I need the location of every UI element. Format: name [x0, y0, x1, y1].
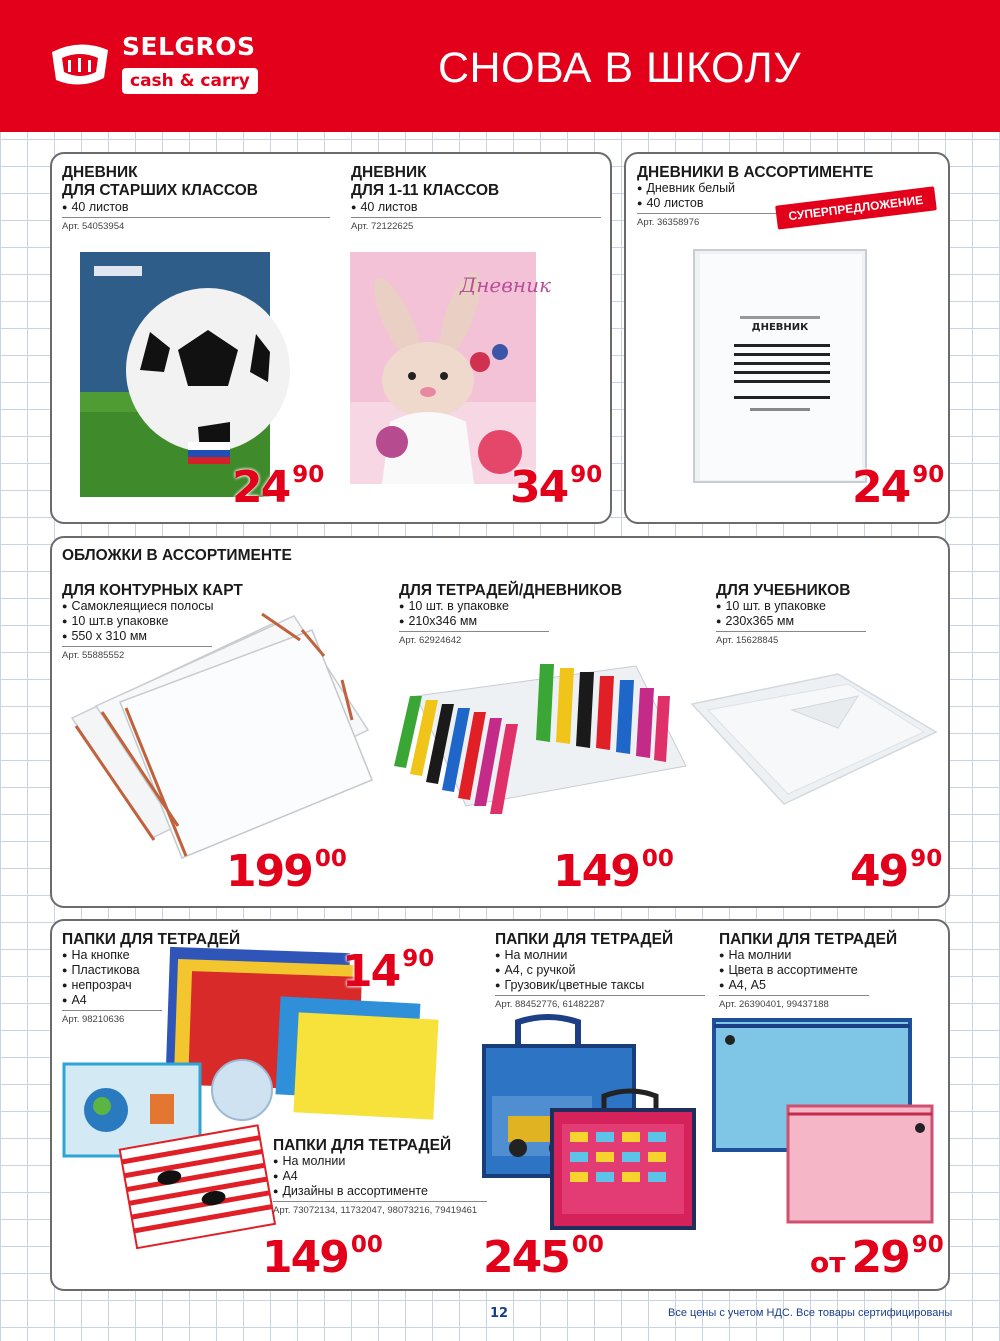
color-covers-icon: [386, 656, 688, 834]
price-button-folders: [342, 946, 435, 997]
price-diaries-assortment: [852, 462, 945, 513]
article-number: Арт. 15628845: [716, 631, 866, 646]
price-main: 29: [851, 1232, 909, 1283]
bullet: ● 10 шт. в упаковке: [716, 599, 826, 615]
article-number: Арт. 55885552: [62, 646, 212, 661]
price-cents: 90: [911, 1232, 944, 1258]
article-number: Арт. 73072134, 11732047, 98073216, 79419461: [273, 1201, 487, 1216]
brand-sub: cash & carry: [122, 68, 258, 94]
price-senior-diary: [232, 462, 325, 513]
price-cents: 00: [571, 1232, 604, 1258]
page-title: СНОВА В ШКОЛУ: [438, 44, 802, 92]
bullet: ● 10 шт. в упаковке: [399, 599, 509, 615]
price-prefix: от: [810, 1246, 846, 1279]
bullet: ● На молнии: [719, 948, 791, 964]
selgros-basket-icon: [48, 38, 112, 96]
bullet: ● А4: [273, 1169, 298, 1185]
price-main: 24: [852, 462, 910, 513]
bullet: ● Самоклеящиеся полосы: [62, 599, 214, 615]
handle-folders-icon: [478, 1016, 700, 1236]
title-line: ДЛЯ 1-11 КЛАССОВ: [351, 182, 500, 199]
article-number: Арт. 62924642: [399, 631, 549, 646]
mesh-zip-folders-icon: [706, 1016, 936, 1230]
svg-text:Дневник: Дневник: [460, 273, 551, 297]
product-title-handle-folders: ПАПКИ ДЛЯ ТЕТРАДЕЙ: [495, 931, 674, 948]
price-mesh-folders: [810, 1232, 944, 1283]
covers-section-title: ОБЛОЖКИ В АССОРТИМЕНТЕ: [62, 547, 292, 564]
price-main: 34: [510, 462, 568, 513]
title-line: ДНЕВНИК: [351, 164, 427, 181]
price-cents: 90: [910, 846, 943, 872]
bullet: ● Цвета в ассортименте: [719, 963, 858, 979]
bullet: ● На кнопке: [62, 948, 130, 964]
price-main: 49: [850, 846, 908, 897]
bullet: ● 40 листов: [637, 196, 704, 212]
bullet: ● Пластикова: [62, 963, 140, 979]
product-title-zip-design-folders: ПАПКИ ДЛЯ ТЕТРАДЕЙ: [273, 1137, 452, 1154]
page-number: 12: [490, 1306, 509, 1321]
price-handle-folders: [483, 1232, 604, 1283]
price-main: 149: [553, 846, 639, 897]
price-cents: 00: [641, 846, 674, 872]
bullet: ● 10 шт.в упаковке: [62, 614, 169, 630]
product-title-senior-diary: [62, 164, 258, 200]
price-1-11-diary: [510, 462, 603, 513]
product-title-map-covers: ДЛЯ КОНТУРНЫХ КАРТ: [62, 582, 243, 599]
bullet: ● Дизайны в ассортименте: [273, 1184, 428, 1200]
bullet: ● На молнии: [495, 948, 567, 964]
bullet: ● А4, с ручкой: [495, 963, 576, 979]
price-cents: 90: [570, 462, 603, 488]
price-cents: 90: [292, 462, 325, 488]
price-cents: 00: [314, 846, 347, 872]
price-main: 245: [483, 1232, 569, 1283]
zip-design-folders-icon: [62, 1060, 274, 1258]
white-diary-icon: [694, 250, 866, 482]
price-main: 199: [226, 846, 312, 897]
bullet: ● 40 листов: [351, 200, 418, 216]
football-diary-icon: [80, 252, 270, 497]
bullet: ● Грузовик/цветные таксы: [495, 978, 644, 994]
price-main: 149: [262, 1232, 348, 1283]
price-zip-design-folders: [262, 1232, 383, 1283]
title-line: ДНЕВНИК: [62, 164, 138, 181]
price-main: 24: [232, 462, 290, 513]
brand-name: SELGROS: [122, 32, 256, 61]
bullet: ● 40 листов: [62, 200, 129, 216]
map-covers-icon: [62, 610, 378, 862]
selgros-logo[interactable]: [48, 32, 268, 102]
product-title-diaries-assortment: ДНЕВНИКИ В АССОРТИМЕНТЕ: [637, 164, 874, 181]
product-title-book-covers: ДЛЯ УЧЕБНИКОВ: [716, 582, 851, 599]
article-number: Арт. 88452776, 61482287: [495, 995, 705, 1010]
price-cents: 90: [912, 462, 945, 488]
price-notebook-covers: [553, 846, 674, 897]
bullet: ● 210x346 мм: [399, 614, 477, 630]
price-cents: 90: [402, 946, 435, 972]
header-banner: [0, 0, 1000, 132]
bullet-continuation: ● непрозрач: [62, 978, 132, 994]
article-number: Арт. 26390401, 99437188: [719, 995, 869, 1010]
bullet: ● А4: [62, 993, 87, 1009]
product-title-notebook-covers: ДЛЯ ТЕТРАДЕЙ/ДНЕВНИКОВ: [399, 582, 623, 599]
book-covers-icon: [688, 670, 940, 808]
article-number: Арт. 72122625: [351, 217, 601, 232]
white-diary-cover-text: ДНЕВНИК: [751, 322, 809, 333]
bullet: ● 230x365 мм: [716, 614, 794, 630]
price-cents: 00: [350, 1232, 383, 1258]
article-number: Арт. 98210636: [62, 1010, 162, 1025]
article-number: Арт. 36358976: [637, 213, 777, 228]
bullet: ● А4, А5: [719, 978, 766, 994]
bullet: ● На молнии: [273, 1154, 345, 1170]
bullet: ● 550 x 310 мм: [62, 629, 147, 645]
product-title-mesh-folders: ПАПКИ ДЛЯ ТЕТРАДЕЙ: [719, 931, 898, 948]
super-offer-badge: СУПЕРПРЕДЛОЖЕНИЕ: [775, 186, 936, 229]
price-main: 14: [342, 946, 400, 997]
article-number: Арт. 54053954: [62, 217, 330, 232]
bullet: ● Дневник белый: [637, 181, 735, 197]
product-title-button-folders: ПАПКИ ДЛЯ ТЕТРАДЕЙ: [62, 931, 241, 948]
price-book-covers: [850, 846, 943, 897]
footer-note: Все цены с учетом НДС. Все товары сертифицированы: [668, 1307, 953, 1319]
product-title-1-11-diary: [351, 164, 499, 200]
bunny-diary-icon: [350, 252, 551, 484]
title-line: ДЛЯ СТАРШИХ КЛАССОВ: [62, 182, 258, 199]
price-map-covers: [226, 846, 347, 897]
